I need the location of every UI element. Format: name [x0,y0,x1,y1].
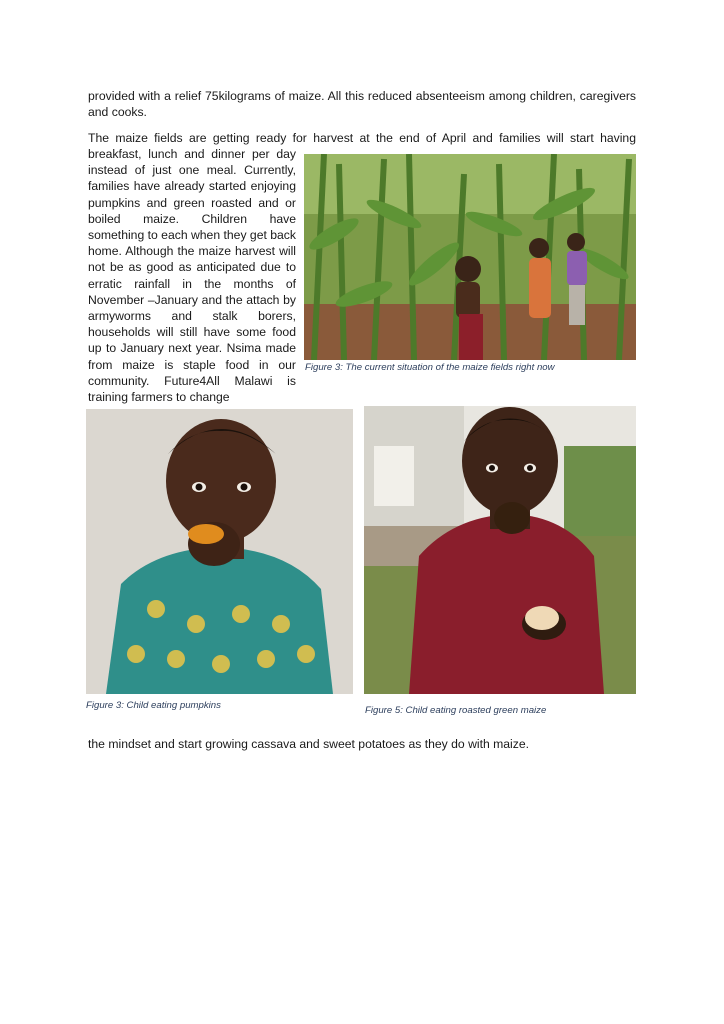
maize-field-photo [304,154,636,360]
child-eating-pumpkin-photo [86,409,353,694]
child-eating-maize-photo [364,406,636,694]
paragraph-relief: provided with a relief 75kilograms of maize. All this reduced absenteeism among children, caregivers and cooks. [88,89,636,120]
paragraph-mindset: the mindset and start growing cassava and sweet potatoes as they do with maize. [88,737,530,751]
figure-caption-maize-field: Figure 3: The current situation of the maize fields right now [305,362,555,373]
paragraph-harvest-first-line: The maize fields are getting ready for harvest at the end of April and families will start having [88,131,636,145]
figure-caption-pumpkin: Figure 3: Child eating pumpkins [86,700,221,711]
figure-caption-maize: Figure 5: Child eating roasted green maize [365,705,547,716]
paragraph-harvest-wrapped: breakfast, lunch and dinner per day instead of just one meal. Currently, families have already started enjoying pumpkins and green roasted and or boiled maize. Children have something to each when they get back home. Although the maize harvest will not be as good as anticipated due to erratic rainfall in the months of November –January and the attach by armyworms and stalk borers, households will still have some food up to January next year. Nsima made from maize is staple food in our community. Future4All Malawi is training farmers to change [88,147,296,405]
